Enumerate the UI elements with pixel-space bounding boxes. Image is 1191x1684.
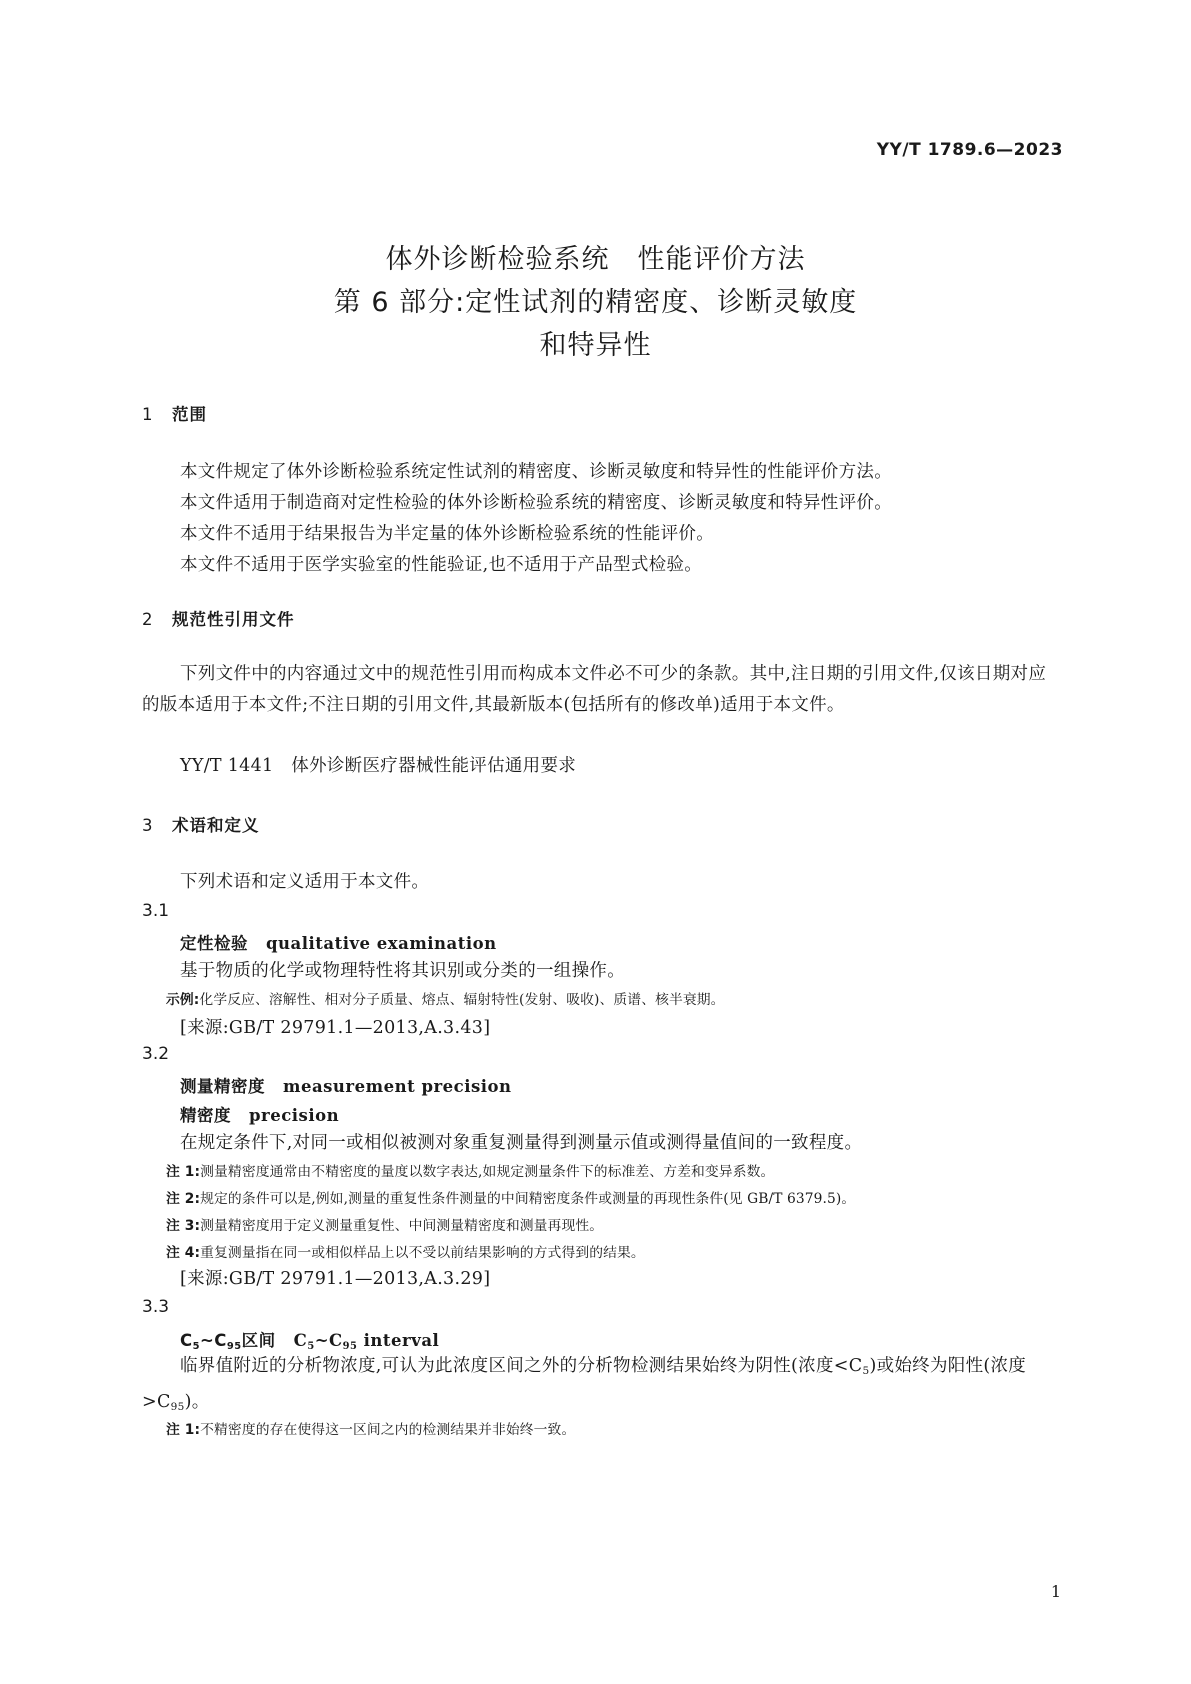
term-c-letter: C: [180, 1331, 193, 1350]
section-1-heading: [142, 401, 207, 425]
term-subscript-95: 95: [226, 1341, 242, 1352]
term-3-1-definition: 基于物质的化学或物理特性将其识别或分类的一组操作。: [180, 961, 625, 981]
note-label: 注 2:: [166, 1191, 201, 1207]
section-3-heading: [142, 812, 260, 836]
section-2-heading: [142, 606, 295, 630]
term-3-1-zh: 定性检验: [180, 934, 248, 953]
section-1-number: 1: [142, 405, 154, 424]
section-3-number: 3: [142, 816, 154, 835]
term-3-3-note-1: [166, 1418, 575, 1438]
definition-subscript-5: 5: [862, 1365, 870, 1377]
example-text: 化学反应、溶解性、相对分子质量、熔点、辐射特性(发射、吸收)、质谱、核半衰期。: [199, 992, 725, 1008]
term-3-2-note-2: [166, 1187, 855, 1207]
note-text: 规定的条件可以是,例如,测量的重复性条件测量的中间精密度条件或测量的再现性条件(见 GB/T 6379.5)。: [200, 1191, 856, 1207]
term-3-3-zh: 区间: [241, 1331, 276, 1350]
scope-line-3: 本文件不适用于结果报告为半定量的体外诊断检验系统的性能评价。: [180, 524, 714, 544]
scope-line-2: 本文件适用于制造商对定性检验的体外诊断检验系统的精密度、诊断灵敏度和特异性评价。: [180, 493, 892, 513]
term-3-2-zh: 测量精密度: [180, 1077, 265, 1096]
page-number: 1: [1050, 1582, 1061, 1601]
note-label: 注 1:: [166, 1422, 201, 1438]
title-line-3: 和特异性: [539, 330, 652, 361]
term-en-tilde-c: ~C: [314, 1331, 343, 1350]
document-title: [0, 238, 1191, 367]
term-3-2-note-4: [166, 1241, 645, 1261]
term-en-c-letter: C: [293, 1331, 308, 1350]
term-3-2-alt-zh: 精密度: [180, 1106, 231, 1125]
definition-part-3: )。: [184, 1392, 210, 1412]
term-3-1-number: 3.1: [142, 901, 170, 921]
term-3-1-source: [来源:GB/T 29791.1—2013,A.3.43]: [180, 1018, 491, 1038]
term-en-subscript-5: 5: [307, 1341, 315, 1352]
term-en-word: interval: [363, 1331, 440, 1350]
term-3-2-number: 3.2: [142, 1044, 170, 1064]
scope-line-4: 本文件不适用于医学实验室的性能验证,也不适用于产品型式检验。: [180, 555, 703, 575]
section-2-number: 2: [142, 610, 154, 629]
term-3-1-example: [166, 988, 725, 1008]
document-code: YY/T 1789.6—2023: [876, 140, 1063, 160]
term-subscript-5: 5: [192, 1341, 200, 1352]
term-3-2-alt-title: [180, 1102, 339, 1126]
term-3-2-note-1: [166, 1160, 774, 1180]
definition-part-1: 临界值附近的分析物浓度,可认为此浓度区间之外的分析物检测结果始终为阴性(浓度<C: [180, 1356, 863, 1376]
example-label: 示例:: [166, 992, 200, 1008]
note-label: 注 1:: [166, 1164, 201, 1180]
normative-references-text: 下列文件中的内容通过文中的规范性引用而构成本文件必不可少的条款。其中,注日期的引用文件,仅该日期对应的版本适用于本文件;不注日期的引用文件,其最新版本(包括所有的修改单)适用于本文件。: [142, 664, 1047, 715]
section-1-title: 范围: [172, 405, 207, 424]
note-text: 测量精密度用于定义测量重复性、中间测量精密度和测量再现性。: [200, 1218, 604, 1234]
term-3-3-en: [294, 1331, 440, 1350]
term-3-2-title: [180, 1073, 512, 1097]
reference-yy-t-1441: YY/T 1441 体外诊断医疗器械性能评估通用要求: [180, 756, 577, 776]
note-label: 注 3:: [166, 1218, 201, 1234]
note-text: 重复测量指在同一或相似样品上以不受以前结果影响的方式得到的结果。: [200, 1245, 645, 1261]
term-en-subscript-95: 95: [342, 1341, 358, 1352]
scope-line-1: 本文件规定了体外诊断检验系统定性试剂的精密度、诊断灵敏度和特异性的性能评价方法。: [180, 462, 892, 482]
definition-subscript-95: 95: [170, 1401, 185, 1413]
term-3-2-source: [来源:GB/T 29791.1—2013,A.3.29]: [180, 1269, 491, 1289]
note-text: 不精密度的存在使得这一区间之内的检测结果并非始终一致。: [200, 1422, 576, 1438]
title-line-2: 第 6 部分:定性试剂的精密度、诊断灵敏度: [333, 287, 858, 318]
term-3-3-number: 3.3: [142, 1297, 170, 1317]
title-line-1: 体外诊断检验系统 性能评价方法: [385, 244, 806, 275]
term-3-1-title: [180, 930, 497, 954]
terms-intro: 下列术语和定义适用于本文件。: [180, 872, 430, 892]
section-3-title: 术语和定义: [172, 816, 260, 835]
term-3-3-definition: [142, 1351, 1048, 1423]
term-tilde-c: ~C: [199, 1331, 227, 1350]
term-3-1-en: qualitative examination: [266, 934, 497, 953]
section-2-title: 规范性引用文件: [172, 610, 295, 629]
term-3-2-definition: 在规定条件下,对同一或相似被测对象重复测量得到测量示值或测得量值间的一致程度。: [180, 1133, 863, 1153]
note-label: 注 4:: [166, 1245, 201, 1261]
term-3-2-en: measurement precision: [283, 1077, 512, 1096]
note-text: 测量精密度通常由不精密度的量度以数字表达,如规定测量条件下的标准差、方差和变异系数。: [200, 1164, 775, 1180]
term-3-2-note-3: [166, 1214, 603, 1234]
term-3-3-title: [180, 1327, 439, 1352]
definition-part-2: )或始终为阳性(浓度>C: [142, 1356, 1027, 1412]
term-3-2-alt-en: precision: [249, 1106, 340, 1125]
normative-references-paragraph: [142, 659, 1048, 721]
